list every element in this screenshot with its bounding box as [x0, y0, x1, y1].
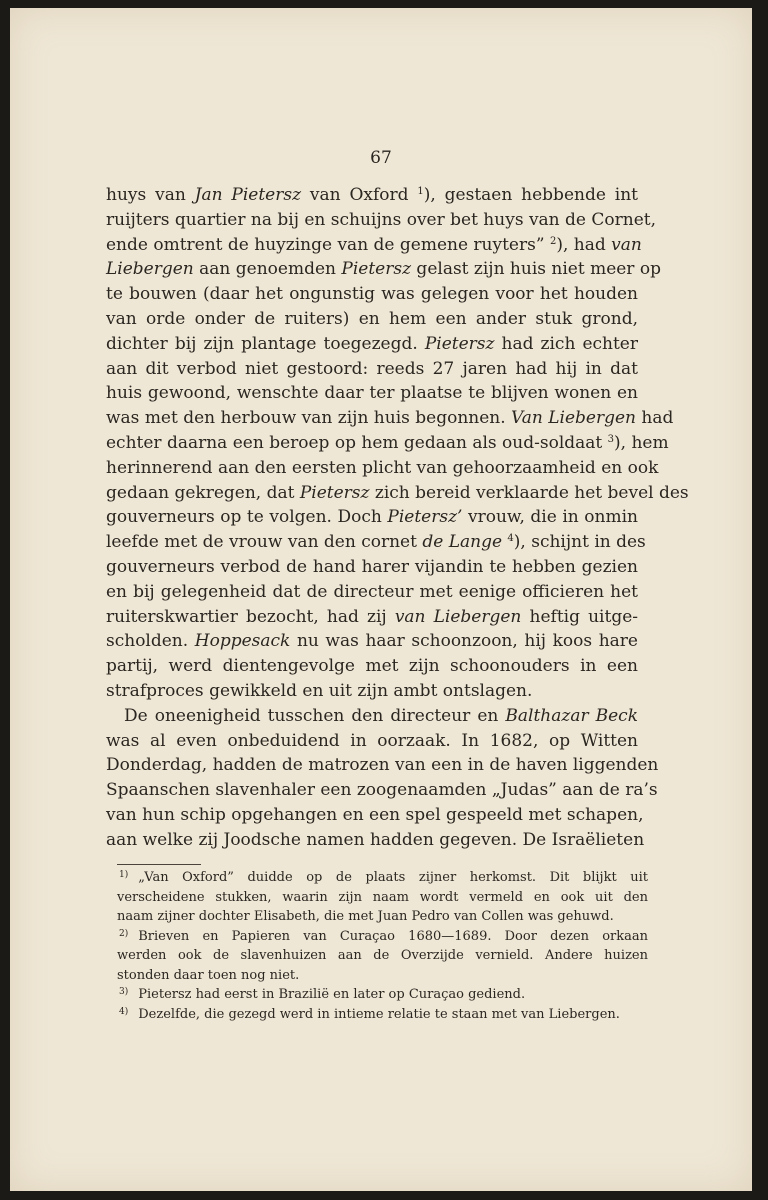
text-line: en bij gelegenheid dat de directeur met eenige officieren het	[106, 581, 638, 602]
text-line: aan welke zij Joodsche namen hadden gegeven. De Israëlieten	[106, 829, 645, 850]
footnote-line: $^{3)}$ Pietersz had eerst in Brazilië en later op Curaçao gediend.	[119, 987, 526, 1002]
page-number: 67	[370, 148, 392, 168]
footnote-line: naam zijner dochter Elisabeth, die met Juan Pedro van Collen was gehuwd.	[117, 909, 614, 924]
text-line: leefde met de vrouw van den cornet de Lange $^4$), schijnt in des	[106, 532, 646, 553]
text-line: Donderdag, hadden de matrozen van een in de haven liggenden	[106, 755, 659, 776]
text-line: gouverneurs op te volgen. Doch Pietersz’ vrouw, die in onmin	[106, 507, 638, 528]
text-line: ruijters quartier na bij en schuijns over bet huys van de Cornet,	[106, 209, 656, 230]
text-line: gouverneurs verbod de hand harer vijandin te hebben gezien	[106, 556, 638, 577]
text-line: strafproces gewikkeld en uit zijn ambt ontslagen.	[106, 680, 533, 701]
text-line: te bouwen (daar het ongunstig was gelegen voor het houden	[106, 284, 638, 305]
footnote-divider	[117, 864, 201, 865]
footnote-line: $^{1)}$ „Van Oxford” duidde op de plaats zijner herkomst. Dit blijkt uit	[119, 870, 648, 885]
text-line: herinnerend aan den eersten plicht van gehoorzaamheid en ook	[106, 457, 659, 478]
text-line: van orde onder de ruiters) en hem een ander stuk grond,	[106, 308, 638, 329]
text-line: scholden. Hoppesack nu was haar schoonzoon, hij koos hare	[106, 631, 638, 652]
text-line: was met den herbouw van zijn huis begonnen. Van Liebergen had	[106, 408, 674, 429]
footnote-mark: 4)	[119, 1006, 129, 1017]
footnotes	[117, 868, 648, 1024]
text-line: huys van Jan Pietersz van Oxford $^1$), gestaen hebbende int	[106, 185, 638, 205]
text-line: huis gewoond, wenschte daar ter plaatse te blijven wonen en	[106, 383, 638, 404]
text-line: van hun schip opgehangen en een spel gespeeld met schapen,	[106, 804, 644, 825]
text-line: Liebergen aan genoemden Pietersz gelast zijn huis niet meer op	[106, 259, 661, 280]
book-page	[10, 8, 752, 1191]
footnote-line: $^{4)}$ Dezelfde, die gezegd werd in intieme relatie te staan met van Liebergen.	[119, 1006, 620, 1022]
text-line: ende omtrent de huyzinge van de gemene ruyters” $^2$), had van	[106, 234, 642, 255]
footnote-mark: 1)	[119, 870, 129, 880]
text-line: dichter bij zijn plantage toegezegd. Pietersz had zich echter	[106, 333, 638, 354]
text-line: ruiterskwartier bezocht, had zij van Liebergen heftig uitge-	[106, 606, 639, 627]
text-line: echter daarna een beroep op hem gedaan als oud-soldaat $^3$), hem	[106, 432, 669, 453]
text-line: gedaan gekregen, dat Pietersz zich bereid verklaarde het bevel des	[106, 482, 689, 503]
text-line: partij, werd dientengevolge met zijn schoonouders in een	[106, 656, 638, 677]
main-text	[106, 183, 689, 853]
footnote-mark: 2)	[119, 928, 129, 939]
text-line: De oneenigheid tusschen den directeur en Balthazar Beck	[124, 705, 638, 726]
footnote-line: stonden daar toen nog niet.	[117, 967, 300, 983]
footnote-line: werden ook de slavenhuizen aan de Overzijde vernield. Andere huizen	[117, 948, 648, 963]
text-line: aan dit verbod niet gestoord: reeds 27 jaren had hij in dat	[106, 358, 638, 379]
text-line: was al even onbeduidend in oorzaak. In 1682, op Witten	[106, 730, 638, 751]
footnote-line: $^{2)}$ Brieven en Papieren van Curaçao 1680—1689. Door dezen orkaan	[119, 928, 648, 944]
text-line: Spaanschen slavenhaler een zoogenaamden „Judas” aan de ra’s	[106, 780, 658, 801]
footnote-mark: 3)	[119, 987, 129, 997]
footnote-line: verscheidene stukken, waarin zijn naam wordt vermeld en ook uit den	[117, 889, 648, 905]
